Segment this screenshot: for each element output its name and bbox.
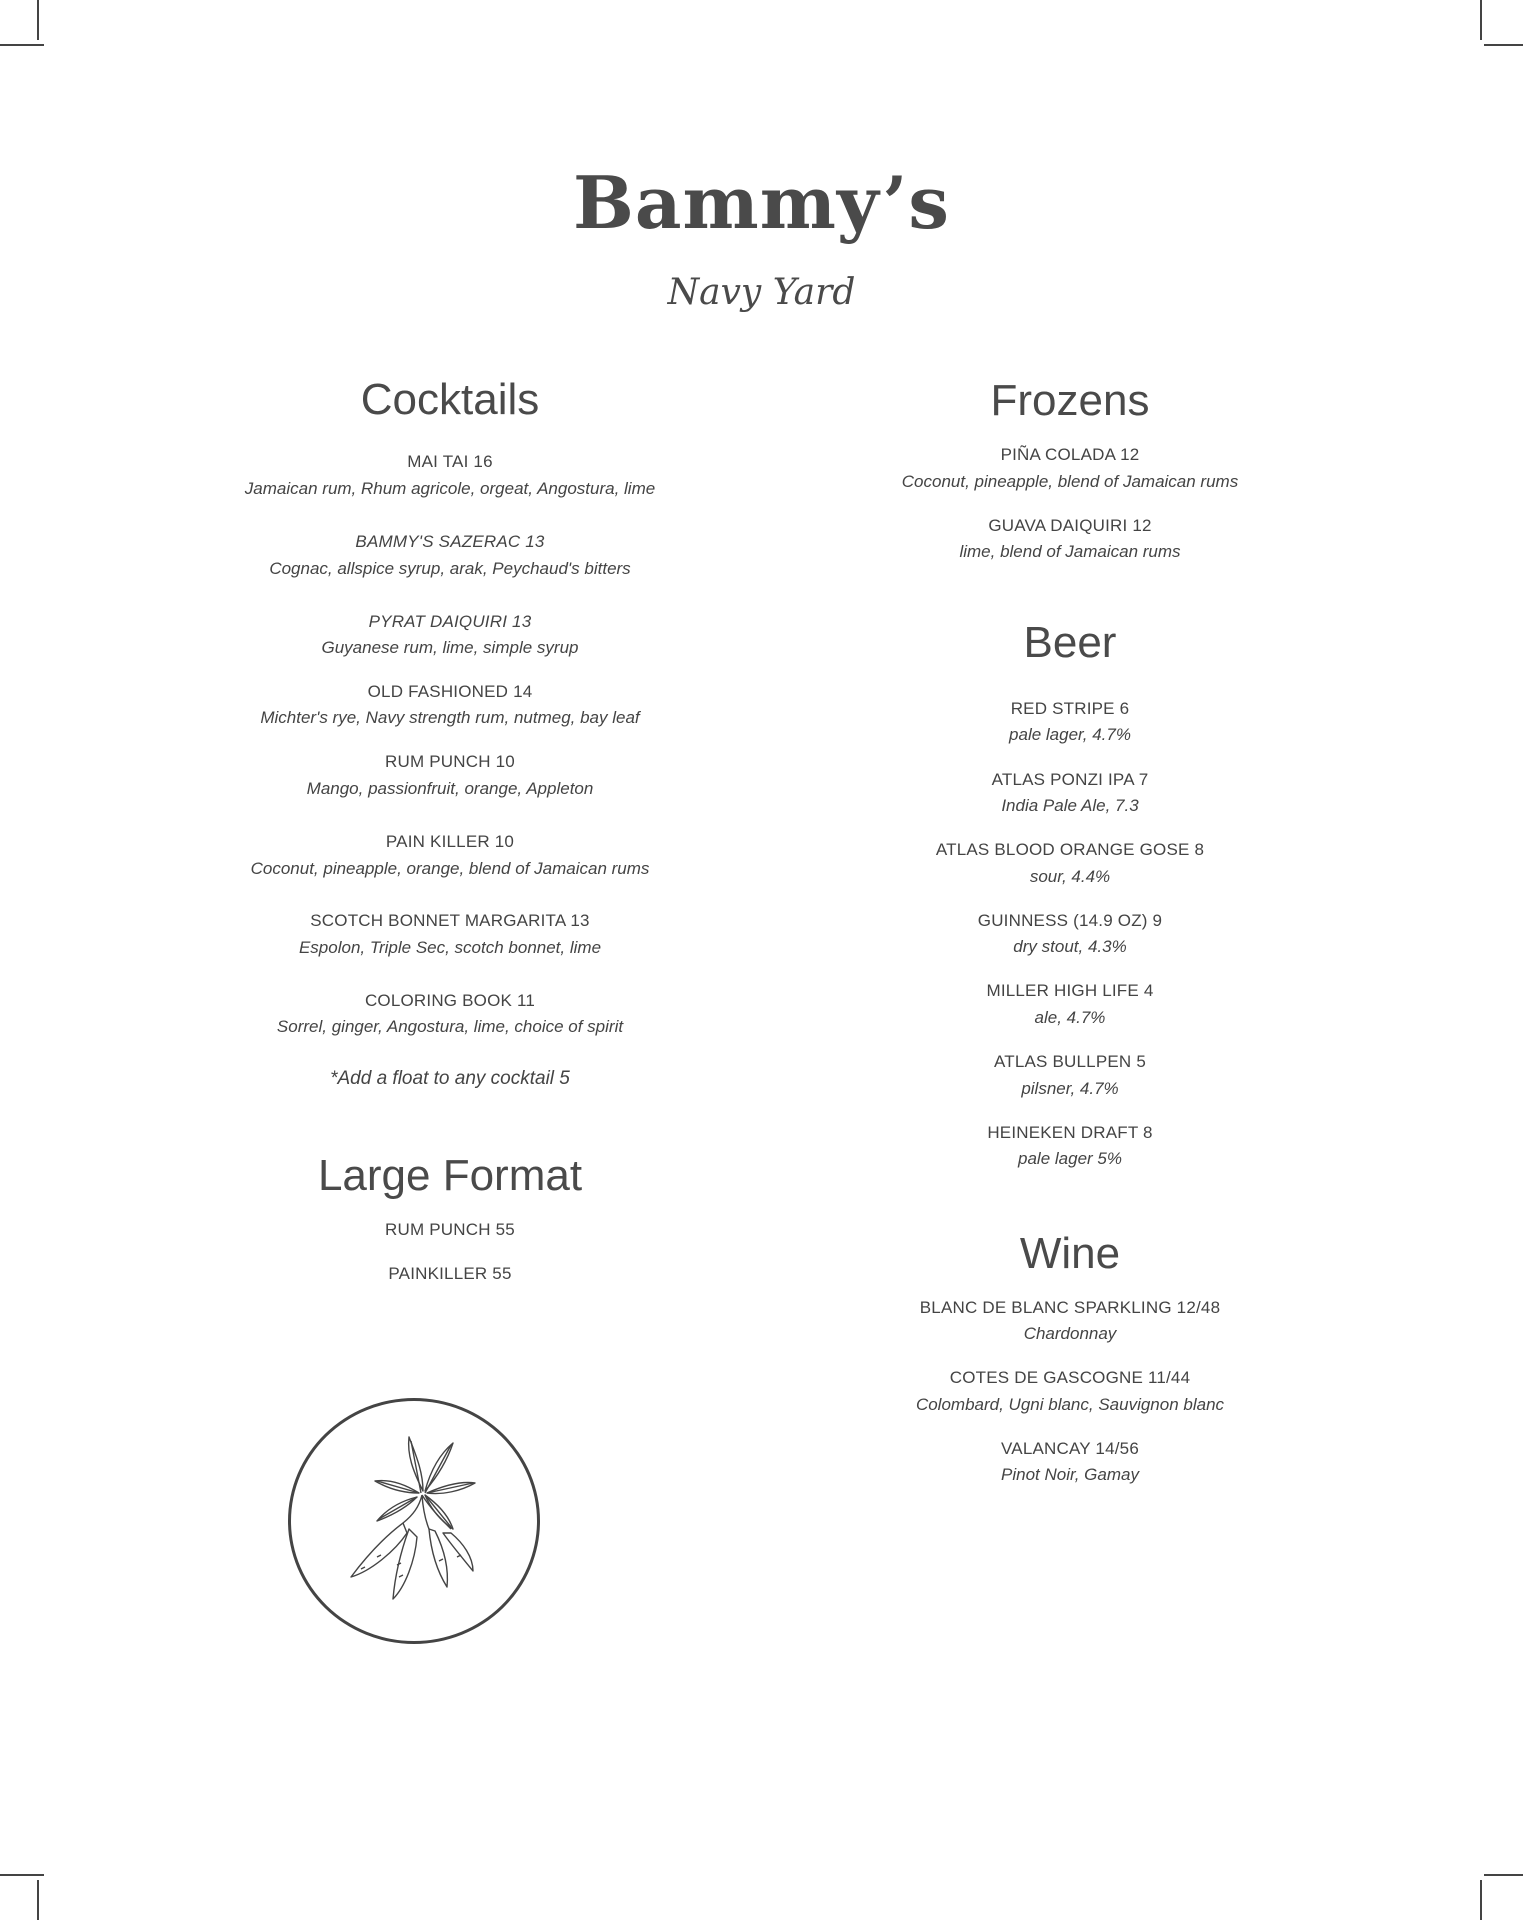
menu-item-name: BAMMY'S SAZERAC 13: [355, 532, 545, 551]
menu-item-name: ATLAS PONZI IPA 7: [991, 770, 1149, 789]
menu-item-name: MILLER HIGH LIFE 4: [986, 981, 1154, 1000]
menu-item-name: PYRAT DAIQUIRI 13: [368, 612, 532, 631]
menu-item-desc: Espolon, Triple Sec, scotch bonnet, lime: [298, 938, 602, 957]
menu-item-desc: sour, 4.4%: [1029, 867, 1111, 886]
menu-item-name: SCOTCH BONNET MARGARITA 13: [310, 911, 590, 930]
menu-item-desc: Cognac, allspice syrup, arak, Peychaud's bitters: [269, 559, 631, 578]
menu-item-name: PAIN KILLER 10: [385, 832, 515, 851]
crop-mark: [1480, 0, 1482, 40]
right-column: [830, 0, 1310, 1920]
menu-item-name: COTES DE GASCOGNE 11/44: [949, 1368, 1191, 1387]
menu-item-name: ATLAS BLOOD ORANGE GOSE 8: [935, 840, 1205, 859]
menu-item-desc: Sorrel, ginger, Angostura, lime, choice of spirit: [276, 1017, 624, 1036]
crop-mark: [37, 1880, 39, 1920]
cocktail-float-note: *Add a float to any cocktail 5: [330, 1068, 570, 1089]
menu-item-desc: Coconut, pineapple, orange, blend of Jamaican rums: [250, 859, 650, 878]
menu-item-name: GUAVA DAIQUIRI 12: [988, 516, 1152, 535]
menu-item-name: HEINEKEN DRAFT 8: [987, 1123, 1153, 1142]
menu-item-name: COLORING BOOK 11: [364, 991, 536, 1010]
menu-item-name: PIÑA COLADA 12: [1000, 445, 1140, 464]
menu-item-name: GUINNESS (14.9 OZ) 9: [977, 911, 1163, 930]
menu-item-name: BLANC DE BLANC SPARKLING 12/48: [919, 1298, 1221, 1317]
crop-mark: [1480, 1880, 1482, 1920]
menu-item-name: OLD FASHIONED 14: [367, 682, 533, 701]
menu-item-desc: ale, 4.7%: [1034, 1008, 1106, 1027]
menu-item-desc: Coconut, pineapple, blend of Jamaican rums: [901, 472, 1239, 491]
menu-item-name: ATLAS BULLPEN 5: [994, 1052, 1146, 1071]
menu-item-desc: India Pale Ale, 7.3: [1001, 796, 1139, 815]
menu-item-desc: Guyanese rum, lime, simple syrup: [321, 638, 579, 657]
crop-mark: [0, 1874, 44, 1876]
crop-mark: [1484, 1874, 1523, 1876]
crop-mark: [0, 44, 44, 46]
brand-location: Navy Yard: [667, 272, 856, 313]
crop-mark: [1484, 44, 1523, 46]
menu-item-name: RUM PUNCH 10: [385, 752, 515, 771]
menu-item-desc: Michter's rye, Navy strength rum, nutmeg, bay leaf: [260, 708, 640, 727]
cassava-plant-icon: [288, 1398, 540, 1644]
menu-item-desc: Colombard, Ugni blanc, Sauvignon blanc: [915, 1395, 1225, 1414]
menu-item-name: RED STRIPE 6: [1010, 699, 1130, 718]
menu-item-name: MAI TAI 16: [407, 452, 493, 471]
menu-item-desc: pilsner, 4.7%: [1021, 1079, 1119, 1098]
menu-item-desc: Pinot Noir, Gamay: [1001, 1465, 1139, 1484]
menu-item-desc: pale lager 5%: [1018, 1149, 1122, 1168]
menu-item-desc: Chardonnay: [1023, 1324, 1117, 1343]
menu-item-desc: Mango, passionfruit, orange, Appleton: [306, 779, 594, 798]
beer-heading: Beer: [1023, 618, 1117, 667]
cocktails-heading: Cocktails: [360, 375, 540, 424]
frozens-heading: Frozens: [990, 376, 1150, 425]
menu-item-name: VALANCAY 14/56: [1001, 1439, 1139, 1458]
menu-item-desc: pale lager, 4.7%: [1009, 725, 1131, 744]
menu-item-desc: lime, blend of Jamaican rums: [959, 542, 1181, 561]
brand-title: Bammy’s: [573, 160, 950, 245]
large-format-heading: Large Format: [317, 1151, 583, 1200]
menu-item-name: RUM PUNCH 55: [385, 1220, 515, 1239]
menu-item-desc: Jamaican rum, Rhum agricole, orgeat, Angostura, lime: [244, 479, 656, 498]
menu-item-desc: dry stout, 4.3%: [1013, 937, 1127, 956]
wine-heading: Wine: [1019, 1229, 1121, 1278]
crop-mark: [37, 0, 39, 40]
menu-item-name: PAINKILLER 55: [388, 1264, 512, 1283]
